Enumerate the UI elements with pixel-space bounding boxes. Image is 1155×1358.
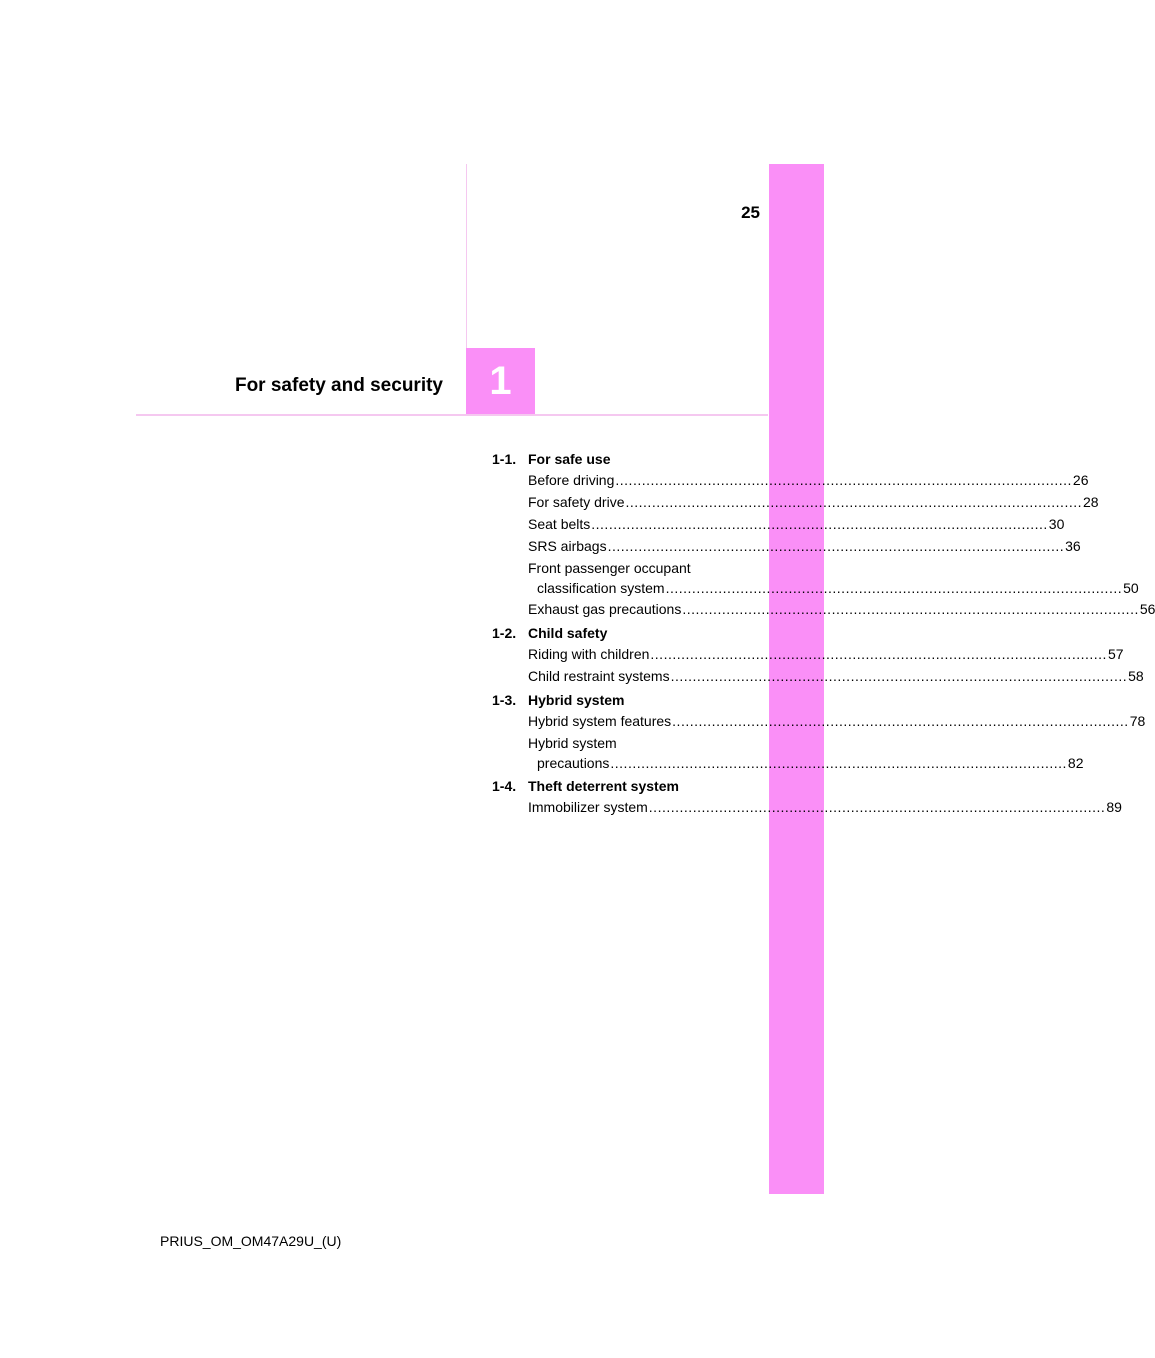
toc-entry-text: Exhaust gas precautions [528, 601, 682, 617]
chapter-number-box: 1 [466, 348, 535, 414]
toc-entry-page: 56 [1139, 601, 1155, 617]
toc-entry-text: For safety drive [528, 494, 625, 510]
toc-entry[interactable] [528, 557, 1139, 598]
toc-entry[interactable] [528, 469, 1089, 491]
toc-entry-text: Hybrid system features [528, 713, 672, 729]
section-name: Child safety [528, 625, 608, 641]
section-number: 1-4. [492, 778, 517, 794]
toc-entry[interactable] [528, 513, 1065, 535]
toc-entry[interactable] [528, 710, 1146, 732]
section-name: For safe use [528, 451, 611, 467]
toc-entry[interactable] [528, 491, 1099, 513]
toc-entry[interactable] [528, 643, 1124, 665]
toc-entry-page: 57 [1107, 646, 1124, 662]
toc-entry-page: 58 [1128, 668, 1144, 684]
toc-section-title[interactable] [492, 449, 740, 469]
table-of-contents [492, 449, 1155, 818]
toc-entry-page: 30 [1048, 516, 1065, 532]
toc-entry-text: Seat belts [528, 516, 591, 532]
section-number: 1-3. [492, 692, 517, 708]
document-code-footer: PRIUS_OM_OM47A29U_(U) [160, 1233, 342, 1249]
chapter-underline [136, 414, 768, 416]
section-number: 1-1. [492, 451, 517, 467]
toc-entry-page: 89 [1106, 799, 1122, 815]
toc-section-title[interactable] [492, 776, 740, 796]
toc-entry-text: SRS airbags [528, 538, 607, 554]
toc-entry-page: 82 [1067, 755, 1084, 771]
toc-entry-text: Riding with children [528, 646, 650, 662]
vertical-rule [466, 164, 467, 348]
toc-entry[interactable] [528, 732, 1084, 773]
toc-entry-page: 36 [1065, 538, 1081, 554]
toc-entry-text-cont: precautions [537, 755, 610, 771]
page-number: 25 [741, 203, 760, 222]
toc-entry[interactable] [528, 796, 1122, 818]
toc-entry-page: 50 [1123, 580, 1139, 596]
section-name: Theft deterrent system [528, 778, 679, 794]
toc-entry-page: 26 [1072, 472, 1089, 488]
section-name: Hybrid system [528, 692, 625, 708]
section-number: 1-2. [492, 625, 517, 641]
toc-entry[interactable] [528, 665, 1144, 687]
toc-entry-text: Hybrid system [528, 735, 617, 751]
toc-entry[interactable] [528, 535, 1081, 557]
toc-entry-text: Front passenger occupant [528, 560, 691, 576]
toc-entry-text: Child restraint systems [528, 668, 670, 684]
toc-entry[interactable] [528, 598, 1155, 620]
toc-entry-page: 28 [1083, 494, 1099, 510]
toc-section-title[interactable] [492, 690, 740, 710]
toc-entry-page: 78 [1129, 713, 1146, 729]
toc-section-title[interactable] [492, 623, 740, 643]
toc-entry-text: Before driving [528, 472, 615, 488]
toc-entry-text-cont: classification system [537, 580, 665, 596]
toc-entry-text: Immobilizer system [528, 799, 648, 815]
chapter-title: For safety and security [234, 375, 443, 396]
